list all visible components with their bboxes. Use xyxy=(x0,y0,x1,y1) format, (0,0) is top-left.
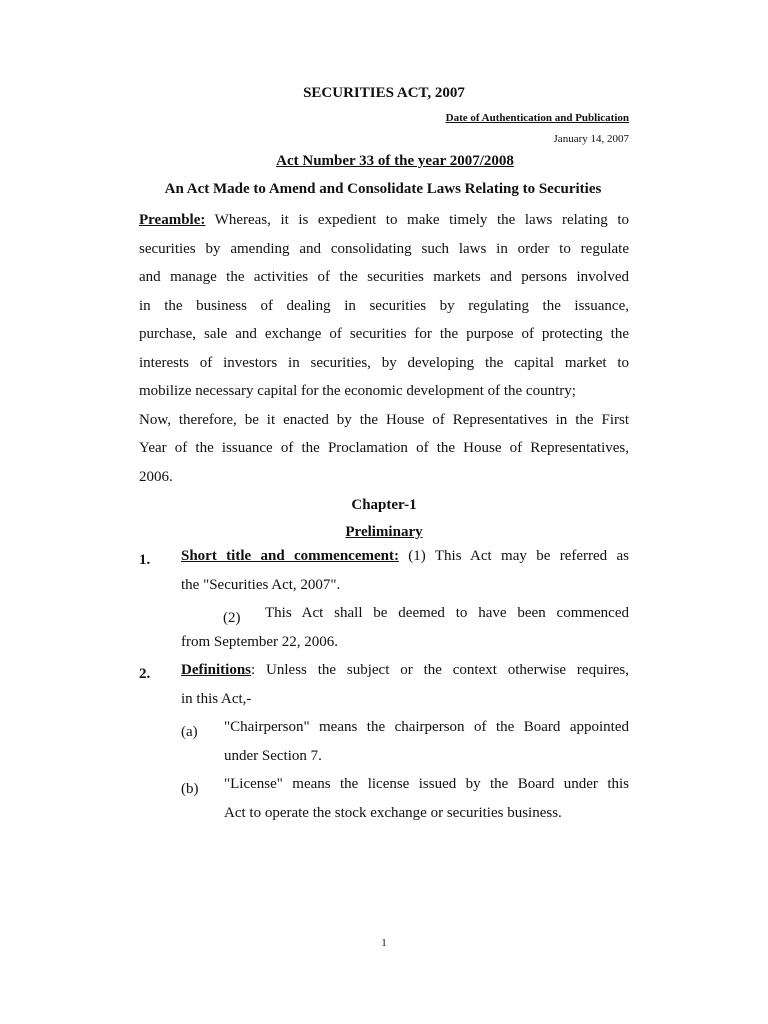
preamble-line: Preamble: Whereas, it is expedient to make timely the laws relating to xyxy=(139,212,629,228)
subsection-2 xyxy=(265,605,629,634)
preamble-line: interests of investors in securities, by developing the capital market to xyxy=(139,354,629,371)
subsection-line: This Act shall be deemed to have been commenced xyxy=(265,605,629,621)
definition-a xyxy=(224,719,629,776)
preamble-line: and manage the activities of the securities markets and persons involved xyxy=(139,269,629,285)
definition-label: (a) xyxy=(181,724,198,740)
section-2 xyxy=(181,662,629,719)
page-number: 1 xyxy=(381,937,387,949)
section-number: 2. xyxy=(139,666,151,682)
preamble-line: Now, therefore, be it enacted by the House of Representatives in the First xyxy=(139,411,629,428)
preamble-line: in the business of dealing in securities by regulating the issuance, xyxy=(139,297,629,314)
preamble-line: mobilize necessary capital for the economic development of the country; xyxy=(139,383,576,399)
section-heading: Short title and commencement: xyxy=(181,548,399,564)
preamble-line: 2006. xyxy=(139,468,173,485)
act-number: Act Number 33 of the year 2007/2008 xyxy=(276,153,514,169)
preamble-line: Year of the issuance of the Proclamation of the House of Representatives, xyxy=(139,440,629,456)
definition-line: "License" means the license issued by the Board under this xyxy=(224,776,629,792)
section-line: Short title and commencement: (1) This Act may be referred as xyxy=(181,548,629,564)
section-line: in this Act,- xyxy=(181,690,252,707)
section-number: 1. xyxy=(139,552,151,568)
section-line: Definitions: Unless the subject or the context otherwise requires, xyxy=(181,662,629,678)
chapter-number: Chapter-1 xyxy=(351,497,417,513)
definition-line: Act to operate the stock exchange or securities business. xyxy=(224,804,562,821)
definition-label: (b) xyxy=(181,781,199,797)
section-heading: Definitions xyxy=(181,662,252,678)
authentication-label: Date of Authentication and Publication xyxy=(445,112,629,124)
definition-line: under Section 7. xyxy=(224,747,322,764)
authentication-date: January 14, 2007 xyxy=(553,133,629,145)
preamble-paragraph xyxy=(139,206,629,491)
subsection-line: from September 22, 2006. xyxy=(181,634,339,650)
definition-line: "Chairperson" means the chairperson of the Board appointed xyxy=(224,719,629,735)
preamble-label: Preamble: xyxy=(139,212,206,228)
long-title: An Act Made to Amend and Consolidate Laws Relating to Securities xyxy=(164,181,602,197)
section-line: the "Securities Act, 2007". xyxy=(181,576,341,593)
subsection-label: (2) xyxy=(223,610,241,626)
preamble-line: securities by amending and consolidating such laws in order to regulate xyxy=(139,240,629,257)
definition-b xyxy=(224,776,629,833)
chapter-title: Preliminary xyxy=(345,524,423,540)
preamble-line: purchase, sale and exchange of securities for the purpose of protecting the xyxy=(139,326,629,342)
section-1 xyxy=(181,548,629,605)
document-title: SECURITIES ACT, 2007 xyxy=(303,85,465,101)
subsection-2-cont xyxy=(181,634,629,663)
